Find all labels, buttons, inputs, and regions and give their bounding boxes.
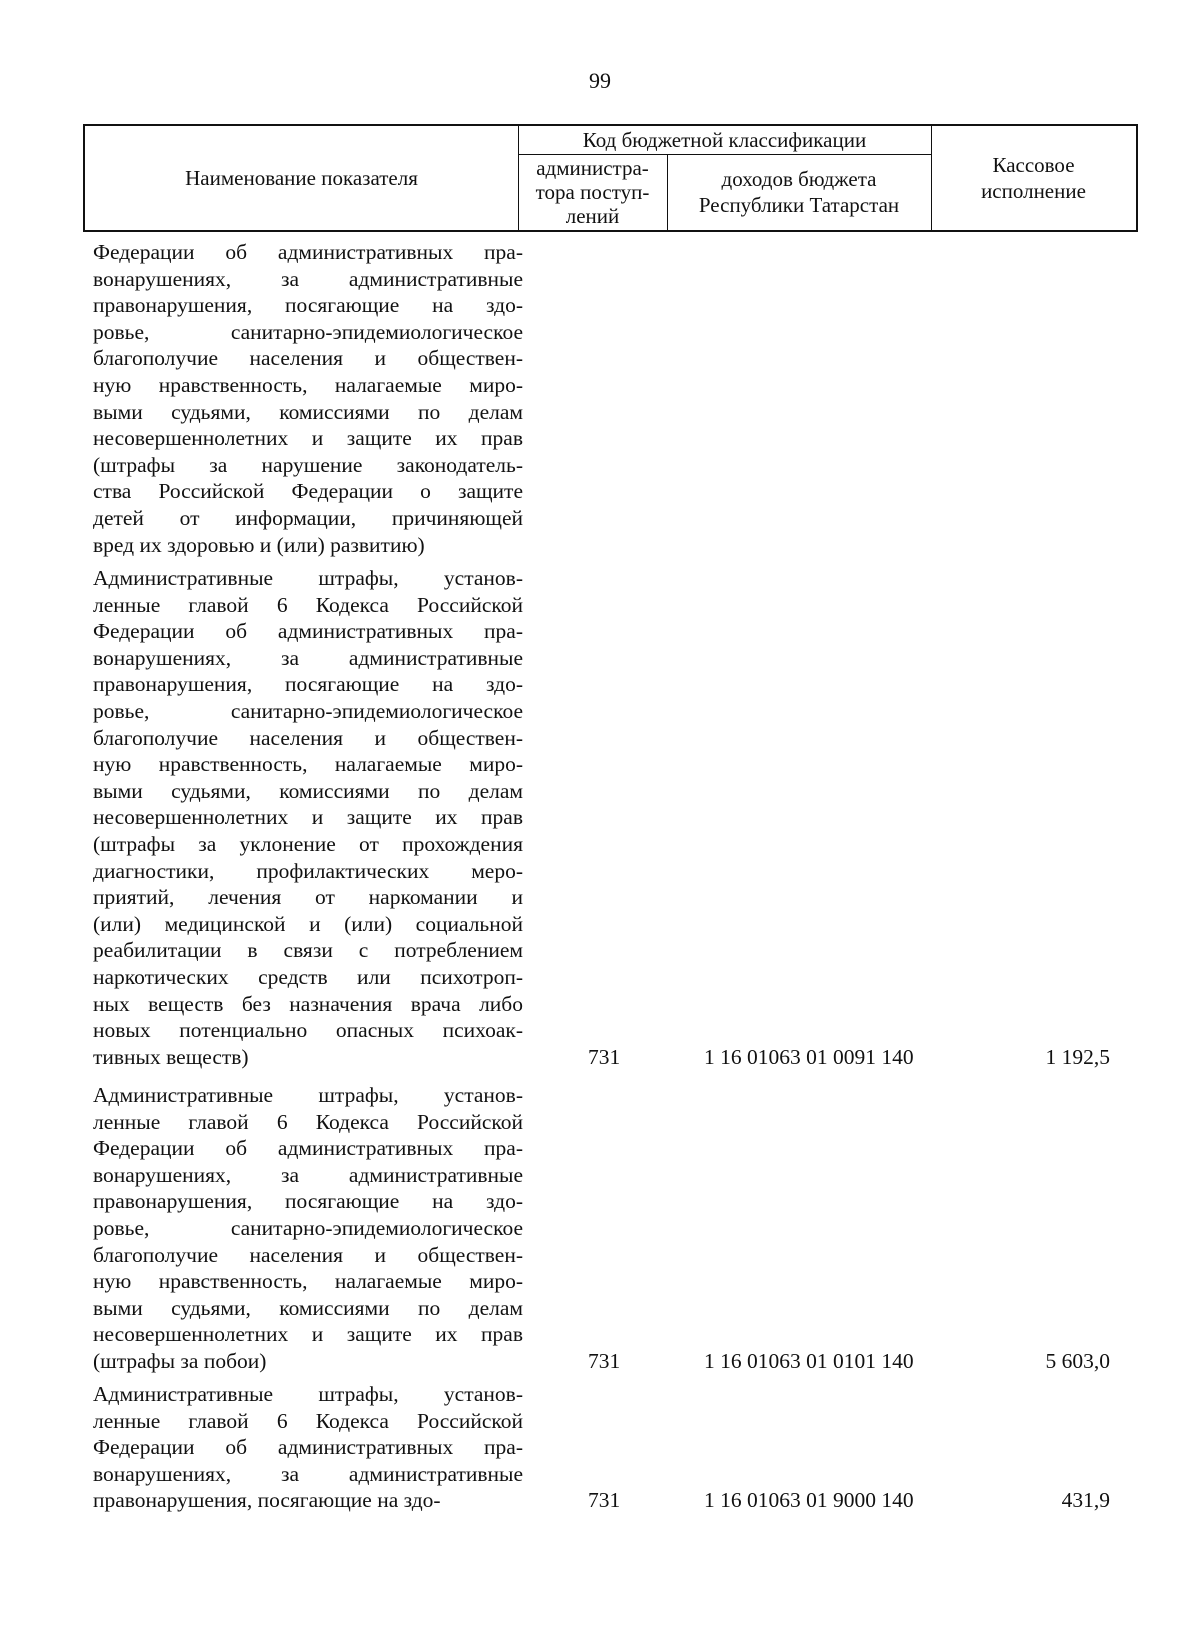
- table-row-name-line: (или) медицинской и (или) социальной: [93, 911, 523, 936]
- table-row-name-line: несовершеннолетних и защите их прав: [93, 805, 523, 830]
- table-row-name-line: Административные штрафы, установ-: [93, 566, 523, 590]
- table-row-name-line: реабилитации в связи с потреблением: [93, 938, 523, 963]
- table-cell-admin: 731: [588, 1349, 621, 1373]
- table-cell-amount: 5 603,0: [1045, 1349, 1110, 1373]
- table-row-name-line: выми судьями, комиссиями по делам: [93, 399, 523, 424]
- table-row-name-line: ровье, санитарно-эпидемиологическое: [93, 698, 523, 723]
- table-row-name-line: Федерации об административных пра-: [93, 1136, 523, 1161]
- table-cell-admin: 731: [588, 1044, 621, 1069]
- table-row-name-line: благополучие населения и обществен-: [93, 1242, 523, 1267]
- table-row-name-line: ства Российской Федерации о защите: [93, 479, 523, 504]
- table-row-name-line: Федерации об административных пра-: [93, 240, 523, 264]
- table-row-name-line: вонарушениях, за административные: [93, 1461, 523, 1486]
- table-row-name-line: несовершеннолетних и защите их прав: [93, 426, 523, 451]
- table-row-name-line: детей от информации, причиняющей: [93, 505, 523, 530]
- table-cell-admin: 731: [588, 1488, 621, 1513]
- table-row-name-line: ную нравственность, налагаемые миро-: [93, 372, 523, 397]
- table-row-name: [93, 1082, 523, 1375]
- header-col-admin-line: администра-: [536, 156, 649, 180]
- table-row-name-line: Федерации об административных пра-: [93, 1435, 523, 1460]
- table-header: [83, 124, 1138, 232]
- table-row-name-line: (штрафы за нарушение законодатель-: [93, 452, 523, 477]
- table-row-name-line: (штрафы за побои): [93, 1348, 267, 1373]
- table-row-name-line: ровье, санитарно-эпидемиологическое: [93, 319, 523, 344]
- table-row-name-line: ную нравственность, налагаемые миро-: [93, 1269, 523, 1294]
- table-row-name-line: вред их здоровью и (или) развитию): [93, 532, 425, 557]
- table-row-name-line: Административные штрафы, установ-: [93, 1083, 523, 1107]
- table-row-name-line: ную нравственность, налагаемые миро-: [93, 752, 523, 777]
- table-row-name-line: ровье, санитарно-эпидемиологическое: [93, 1215, 523, 1240]
- table-row-name-line: благополучие населения и обществен-: [93, 725, 523, 750]
- header-col-income-line: Республики Татарстан: [698, 193, 900, 217]
- header-group-code-label: Код бюджетной классификации: [582, 127, 867, 152]
- table-row-name-line: выми судьями, комиссиями по делам: [93, 1295, 523, 1320]
- table-row-name-line: ленные главой 6 Кодекса Российской: [93, 1408, 523, 1433]
- header-col-admin: [518, 154, 667, 230]
- header-col-income-line: доходов бюджета: [721, 167, 877, 191]
- header-group-code: [518, 126, 931, 154]
- table-row-name-line: вонарушениях, за административные: [93, 266, 523, 291]
- table-row-name-line: правонарушения, посягающие на здо-: [93, 1189, 523, 1214]
- page-number: 99: [589, 68, 611, 93]
- table-cell-code: 1 16 01063 01 0101 140: [704, 1349, 914, 1373]
- table-row-name-line: диагностики, профилактических меро-: [93, 858, 523, 883]
- table-row-name-line: несовершеннолетних и защите их прав: [93, 1322, 523, 1347]
- table-row-name-line: благополучие населения и обществен-: [93, 346, 523, 371]
- header-col-admin-line: тора поступ-: [535, 180, 650, 204]
- table-row-name-line: вонарушениях, за административные: [93, 645, 523, 670]
- table-row-name-line: выми судьями, комиссиями по делам: [93, 778, 523, 803]
- table-row-name-line: новых потенциально опасных психоак-: [93, 1018, 523, 1043]
- table-row-name-line: ленные главой 6 Кодекса Российской: [93, 592, 523, 617]
- table-cell-amount: 431,9: [1061, 1488, 1110, 1513]
- table-cell-amount: 1 192,5: [1045, 1044, 1110, 1069]
- header-col-income: [667, 154, 931, 230]
- table-row-name-line: ленные главой 6 Кодекса Российской: [93, 1109, 523, 1134]
- header-col-exec: [931, 126, 1136, 230]
- table-row-name-line: ных веществ без назначения врача либо: [93, 991, 523, 1016]
- table-row-name-line: тивных веществ): [93, 1044, 249, 1069]
- header-col-admin-line: лений: [565, 204, 620, 228]
- table-row-name-line: (штрафы за уклонение от прохождения: [93, 831, 523, 856]
- table-row-name-line: вонарушениях, за административные: [93, 1162, 523, 1187]
- header-col-exec-line: Кассовое: [992, 153, 1075, 177]
- table-row-name-line: правонарушения, посягающие на здо-: [93, 293, 523, 318]
- table-row-name-line: Федерации об административных пра-: [93, 619, 523, 644]
- table-row-name-line: правонарушения, посягающие на здо-: [93, 1488, 441, 1513]
- header-col-name-label: Наименование показателя: [185, 165, 418, 190]
- table-row-name-line: Административные штрафы, установ-: [93, 1382, 523, 1406]
- table-cell-code: 1 16 01063 01 0091 140: [704, 1044, 914, 1069]
- table-cell-code: 1 16 01063 01 9000 140: [704, 1488, 914, 1513]
- header-col-name: [85, 126, 518, 230]
- table-row-name-line: наркотических средств или психотроп-: [93, 964, 523, 989]
- table-row-name-line: правонарушения, посягающие на здо-: [93, 672, 523, 697]
- table-row-name: [93, 1381, 523, 1514]
- table-row-name: [93, 565, 523, 1070]
- header-col-exec-line: исполнение: [981, 179, 1086, 203]
- table-row-name-line: приятий, лечения от наркомании и: [93, 885, 523, 910]
- table-row-name: [93, 239, 523, 558]
